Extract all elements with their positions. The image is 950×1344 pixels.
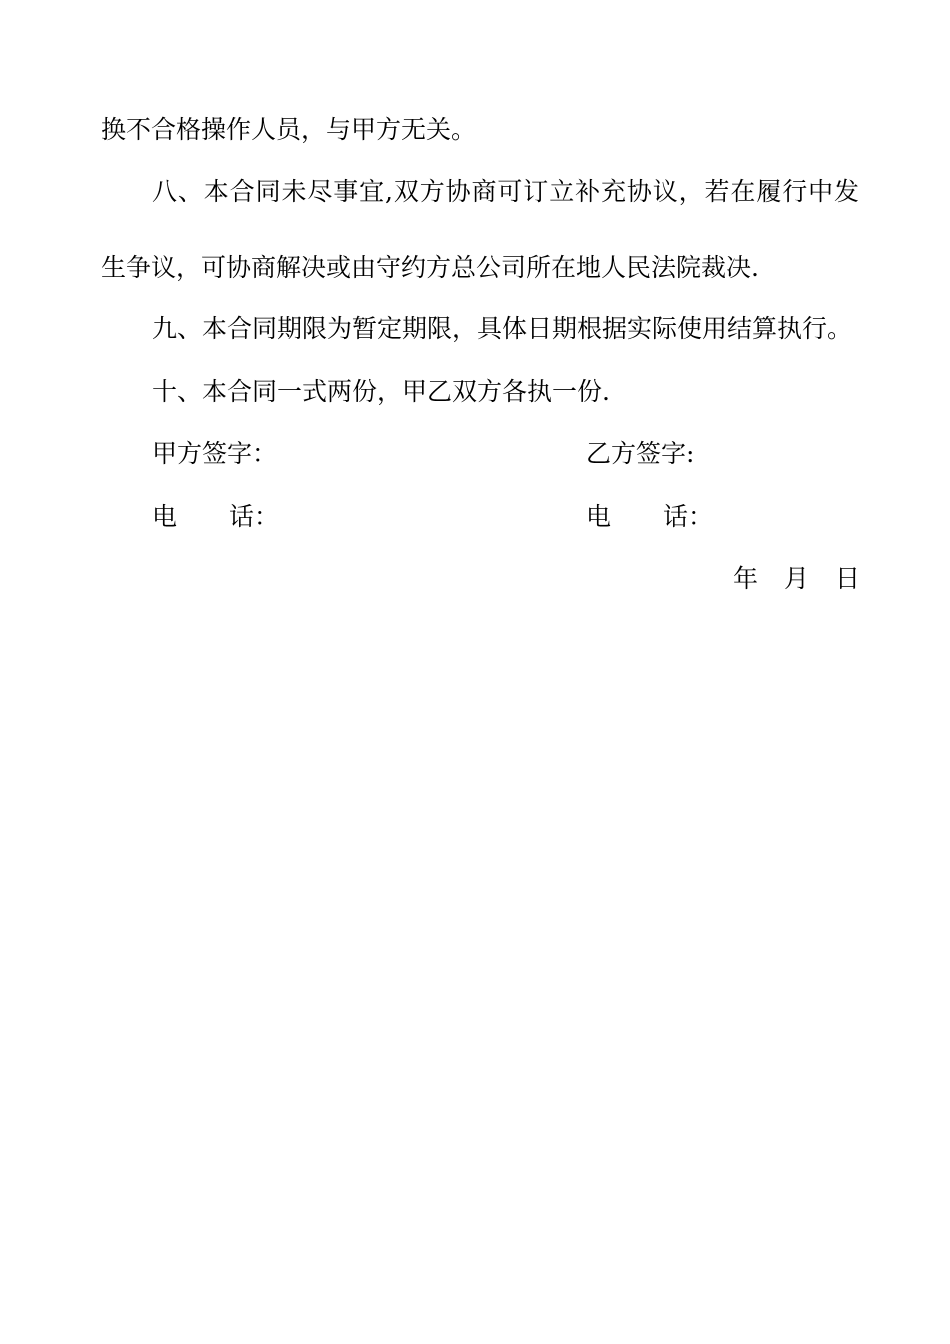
phone-label-char: 话： xyxy=(663,502,714,531)
date-line xyxy=(733,564,860,594)
phone-label-char: 电 xyxy=(152,502,178,531)
date-year: 年 xyxy=(733,564,759,593)
phone-label-char: 电 xyxy=(586,502,612,531)
party-a-phone-label xyxy=(152,502,279,532)
party-a-signature-label: 甲方签字： xyxy=(152,439,278,468)
paragraph-clause-8-continued: 生争议，可协商解决或由守约方总公司所在地人民法院裁决. xyxy=(101,253,759,282)
paragraph-clause-10: 十、本合同一式两份，甲乙双方各执一份. xyxy=(152,377,610,406)
paragraph-clause-8: 八、本合同未尽事宜,双方协商可订立补充协议，若在履行中发 xyxy=(152,177,859,206)
party-b-signature-label: 乙方签字: xyxy=(586,439,695,468)
date-month: 月 xyxy=(784,564,810,593)
paragraph-clause-7-end: 换不合格操作人员，与甲方无关。 xyxy=(101,115,477,144)
date-day: 日 xyxy=(835,564,861,593)
paragraph-clause-9: 九、本合同期限为暂定期限，具体日期根据实际使用结算执行。 xyxy=(152,314,853,343)
party-b-phone-label xyxy=(586,502,713,532)
phone-label-char: 话： xyxy=(229,502,280,531)
